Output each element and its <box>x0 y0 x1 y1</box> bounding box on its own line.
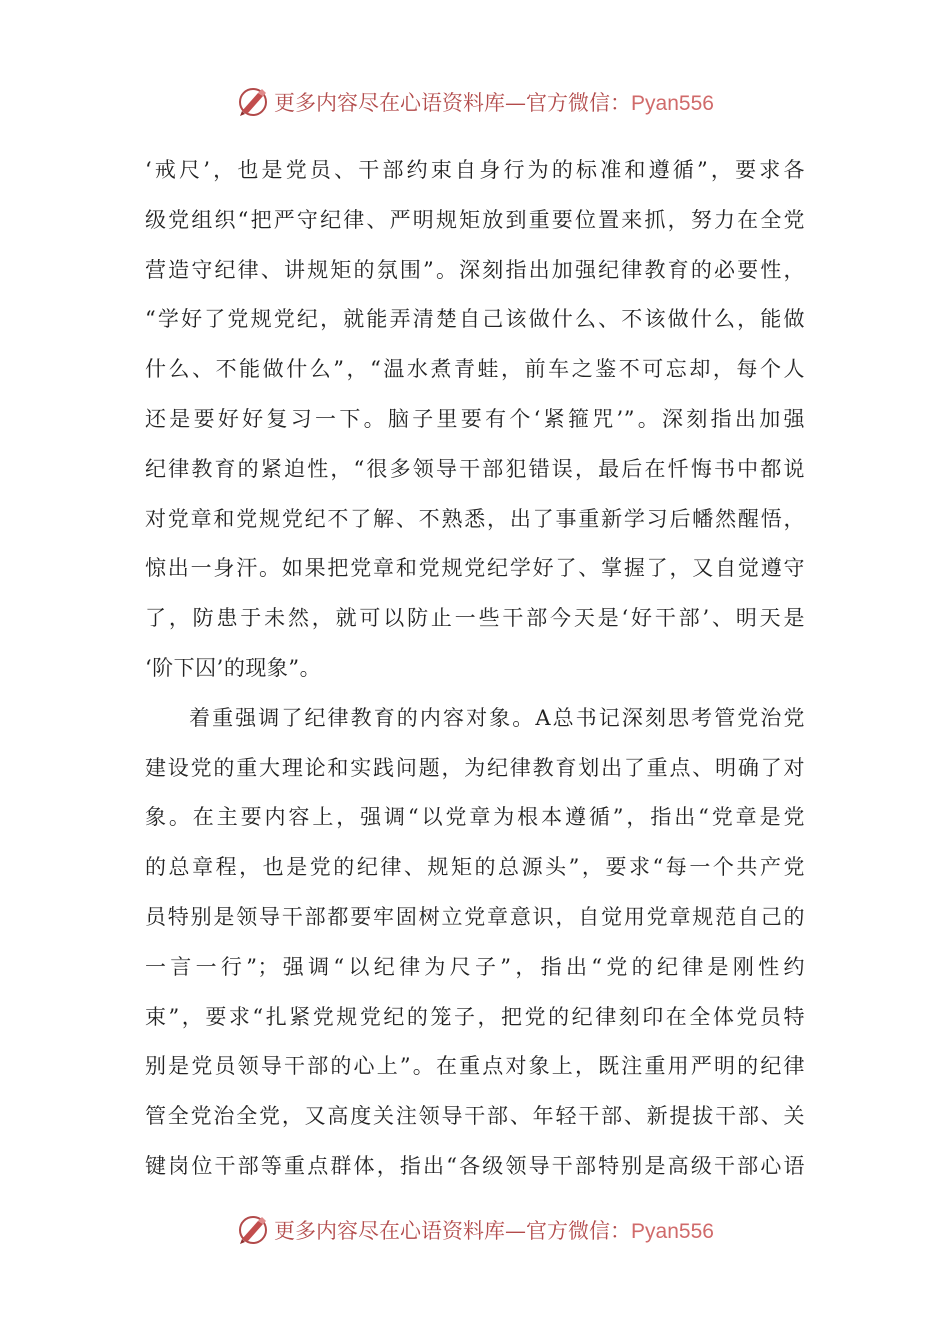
pen-logo-icon <box>236 85 270 119</box>
text-line-paragraph-start: 着重强调了纪律教育的内容对象。A总书记深刻思考管党治党 <box>189 705 805 730</box>
text-line: ‘阶下囚’的现象”。 <box>145 655 322 680</box>
banner-dash: — <box>505 1219 527 1243</box>
banner-text <box>274 1215 714 1245</box>
banner-wechat-id: Pyan556 <box>631 92 714 115</box>
document-body <box>145 146 805 1192</box>
banner-wechat-id: Pyan556 <box>631 1220 714 1243</box>
banner-wechat-label: 官方微信： <box>526 91 632 115</box>
text-line: 了，防患于未然，就可以防止一些干部今天是‘好干部’、明天是 <box>145 606 805 631</box>
text-line: 的总章程，也是党的纪律、规矩的总源头”，要求“每一个共产党 <box>145 855 805 880</box>
banner-wechat-label: 官方微信： <box>526 1219 632 1243</box>
banner-dash: — <box>505 91 527 115</box>
text-line: 象。在主要内容上，强调“以党章为根本遵循”，指出“党章是党 <box>145 805 805 830</box>
text-line: 建设党的重大理论和实践问题，为纪律教育划出了重点、明确了对 <box>145 755 805 780</box>
text-line: 键岗位干部等重点群体，指出“各级领导干部特别是高级干部心语 <box>145 1153 805 1178</box>
text-line: 员特别是领导干部都要牢固树立党章意识，自觉用党章规范自己的 <box>145 904 805 929</box>
text-line: 别是党员领导干部的心上”。在重点对象上，既注重用严明的纪律 <box>145 1054 805 1079</box>
text-line: 营造守纪律、讲规矩的氛围”。深刻指出加强纪律教育的必要性， <box>145 257 805 282</box>
text-line: 对党章和党规党纪不了解、不熟悉，出了事重新学习后幡然醒悟， <box>145 506 805 531</box>
text-line: 管全党治全党，又高度关注领导干部、年轻干部、新提拔干部、关 <box>145 1104 805 1129</box>
text-line: 纪律教育的紧迫性，“很多领导干部犯错误，最后在忏悔书中都说 <box>145 456 805 481</box>
text-line: “学好了党规党纪，就能弄清楚自己该做什么、不该做什么，能做 <box>145 307 805 332</box>
text-line: 级党组织“把严守纪律、严明规矩放到重要位置来抓，努力在全党 <box>145 207 805 232</box>
text-line: 什么、不能做什么”，“温水煮青蛙，前车之鉴不可忘却，每个人 <box>145 357 805 382</box>
banner-main-text: 更多内容尽在心语资料库 <box>274 1219 506 1243</box>
text-line: 还是要好好复习一下。脑子里要有个‘紧箍咒’”。深刻指出加强 <box>145 406 805 431</box>
header-banner <box>0 80 950 124</box>
text-line: 束”，要求“扎紧党规党纪的笼子，把党的纪律刻印在全体党员特 <box>145 1004 805 1029</box>
text-line: 惊出一身汗。如果把党章和党规党纪学好了、掌握了，又自觉遵守 <box>145 556 805 581</box>
pen-logo-icon <box>236 1213 270 1247</box>
banner-text <box>274 87 714 117</box>
text-line: 一言一行”；强调“以纪律为尺子”，指出“党的纪律是刚性约 <box>145 954 805 979</box>
footer-banner <box>0 1208 950 1252</box>
banner-main-text: 更多内容尽在心语资料库 <box>274 91 506 115</box>
text-line: ‘戒尺’，也是党员、干部约束自身行为的标准和遵循”，要求各 <box>145 158 805 182</box>
